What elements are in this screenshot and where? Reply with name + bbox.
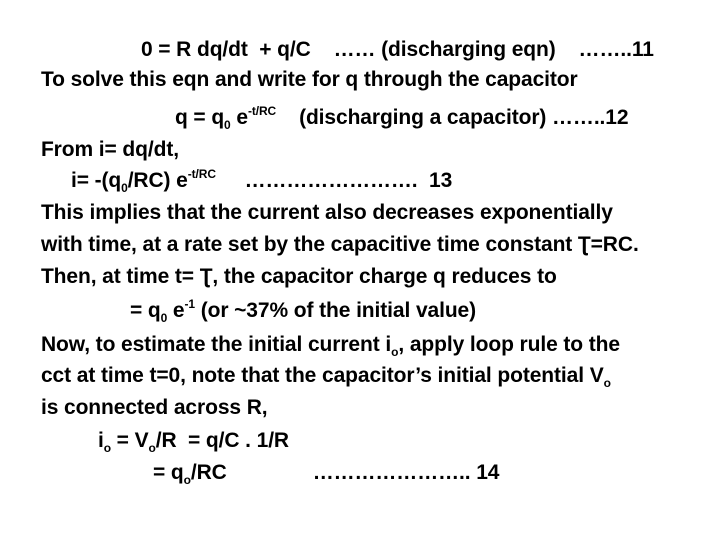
charge-eq-exponent: -t/RC bbox=[247, 104, 277, 118]
initial-current-pre: Now, to estimate the initial current i bbox=[40, 333, 392, 356]
current-eq-pre: i= -(q bbox=[70, 169, 122, 192]
charge-eq-pre: q = q bbox=[174, 106, 225, 129]
current-eq-post: ……………………. 13 bbox=[215, 169, 453, 192]
reduced-charge-pre: = q bbox=[129, 299, 161, 322]
explanation-text-1: This implies that the current also decreases exponentially bbox=[40, 201, 613, 224]
charge-eq-post: (discharging a capacitor) ……..12 bbox=[276, 106, 629, 129]
reduced-charge-post: (or ~37% of the initial value) bbox=[194, 299, 477, 322]
current-eq-sub: 0 bbox=[121, 181, 128, 195]
io-eq-mid: = V bbox=[110, 429, 149, 452]
current-eq-exponent: -t/RC bbox=[187, 167, 216, 181]
eq14-sub: o bbox=[183, 473, 191, 487]
equation-11-text: 0 = R dq/dt + q/C …… (discharging eqn) ……..11 bbox=[140, 38, 654, 61]
initial-potential-pre: cct at time t=0, note that the capacitor’s initial potential V bbox=[40, 364, 604, 387]
io-eq-sub-2: o bbox=[148, 441, 156, 455]
current-definition-text: From i= dq/dt, bbox=[40, 138, 179, 161]
io-eq-sub-1: o bbox=[103, 441, 111, 455]
reduced-charge-mid: e bbox=[167, 299, 185, 322]
explanation-text-3: Then, at time t= Ʈ, the capacitor charge q reduces to bbox=[40, 265, 557, 288]
explanation-text-2: with time, at a rate set by the capacitive time constant Ʈ=RC. bbox=[40, 233, 639, 256]
reduced-charge-sub: 0 bbox=[160, 311, 168, 325]
eq14-post: /RC ………………….. 14 bbox=[190, 461, 500, 484]
initial-potential-sub: o bbox=[603, 376, 611, 390]
io-eq-post: /R = q/C . 1/R bbox=[155, 429, 289, 452]
eq14-pre: = q bbox=[152, 461, 184, 484]
charge-eq-sub: 0 bbox=[224, 118, 231, 132]
initial-current-post: , apply loop rule to the bbox=[398, 333, 620, 356]
connected-across-text: is connected across R, bbox=[40, 396, 268, 419]
equation-14-line bbox=[130, 437, 499, 511]
initial-current-sub: o bbox=[391, 345, 399, 359]
solve-instruction-text: To solve this eqn and write for q through the capacitor bbox=[40, 68, 578, 91]
current-eq-mid: /RC) e bbox=[127, 169, 188, 192]
io-eq-pre: i bbox=[97, 429, 104, 452]
charge-eq-mid: e bbox=[230, 106, 248, 129]
reduced-charge-exponent: -1 bbox=[184, 297, 195, 311]
